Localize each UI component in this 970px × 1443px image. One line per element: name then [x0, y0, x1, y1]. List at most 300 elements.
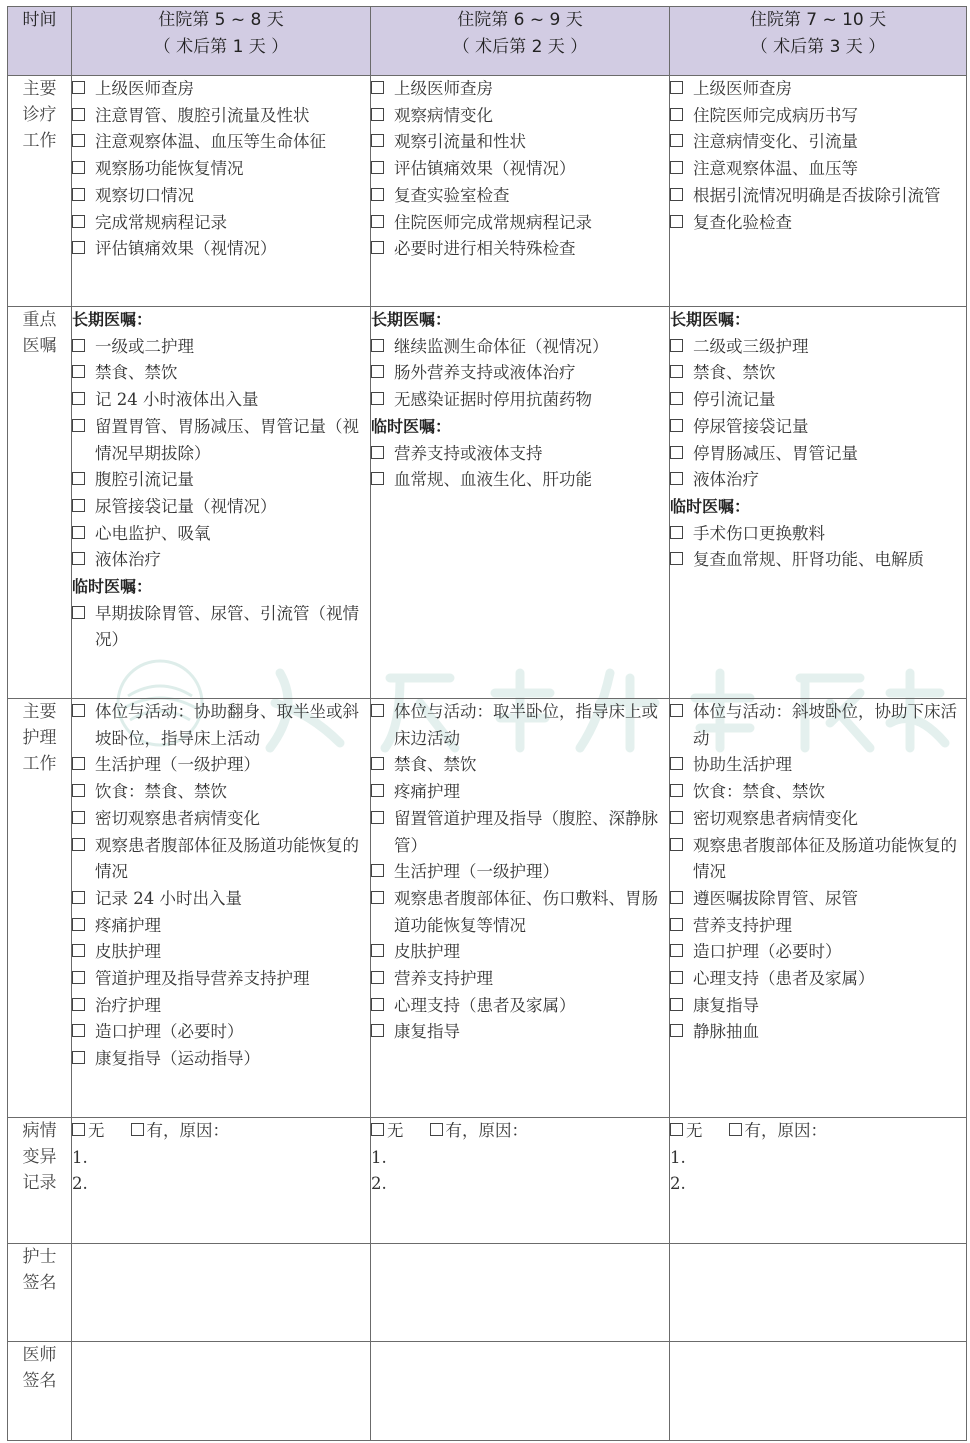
checklist-item: [670, 129, 966, 156]
checklist-item: [72, 156, 370, 183]
checklist-item-text: 体位与活动：取半卧位，指导床上或床边活动: [394, 702, 658, 748]
checklist-item: [371, 387, 669, 414]
checklist-item: [72, 129, 370, 156]
nursing-row: [8, 699, 967, 1118]
checkbox[interactable]: [670, 811, 683, 824]
variation-day2-cell: [371, 1118, 670, 1244]
checklist-item-text: 住院医师完成常规病程记录: [394, 212, 592, 232]
checkbox[interactable]: [371, 891, 384, 904]
checklist-item-text: 观察病情变化: [394, 105, 493, 125]
checklist-item-text: 密切观察患者病情变化: [693, 808, 858, 828]
checklist-item-text: 生活护理（一级护理）: [95, 755, 260, 775]
variation-line-1[interactable]: 1.: [670, 1147, 686, 1167]
checklist-item-text: 液体治疗: [693, 470, 759, 490]
checkbox[interactable]: [670, 784, 683, 797]
checkbox[interactable]: [371, 134, 384, 147]
checklist-item-text: 观察患者腹部体征、伤口敷料、胃肠道功能恢复等情况: [394, 888, 658, 935]
checklist-item: [371, 76, 669, 103]
checklist-item: [371, 993, 669, 1020]
checkbox[interactable]: [371, 365, 384, 378]
checklist-item: [670, 183, 966, 210]
checkbox[interactable]: [371, 446, 384, 459]
checklist-item-text: 康复指导: [693, 995, 759, 1015]
checklist-item: [371, 966, 669, 993]
day-header-2-line2: （ 术后第 2 天 ）: [452, 37, 588, 57]
nursing-day1-cell: [72, 699, 371, 1118]
nursing-row-label: [8, 699, 72, 1118]
checkbox[interactable]: [670, 472, 683, 485]
checklist-item-text: 静脉抽血: [693, 1022, 759, 1042]
variation-line-2[interactable]: 2.: [670, 1174, 686, 1194]
checklist-item-text: 记 24 小时液体出入量: [95, 390, 259, 410]
checklist-item-text: 康复指导: [394, 1022, 460, 1042]
day-header-2-line1: 住院第 6 ~ 9 天: [457, 10, 583, 30]
checkbox[interactable]: [72, 918, 85, 931]
doctor-signature-label: [8, 1342, 72, 1441]
checkbox[interactable]: [72, 704, 85, 717]
checkbox[interactable]: [670, 419, 683, 432]
checkbox[interactable]: [72, 339, 85, 352]
checklist-item-text: 停尿管接袋记量: [693, 416, 809, 436]
nurse-signature-label: [8, 1244, 72, 1342]
none-label: 无: [686, 1121, 703, 1140]
variation-choice: [72, 1118, 370, 1145]
checklist-item-text: 观察切口情况: [95, 185, 194, 205]
checklist-item-text: 心理支持（患者及家属）: [693, 969, 875, 989]
checklist-item-text: 造口护理（必要时）: [693, 942, 842, 962]
checklist-item: [670, 966, 966, 993]
checkbox[interactable]: [72, 971, 85, 984]
checklist-item-text: 复查实验室检查: [394, 185, 510, 205]
yes-checkbox[interactable]: [131, 1123, 144, 1136]
checklist-item: [371, 467, 669, 494]
day-header-3: [670, 7, 967, 76]
checkbox[interactable]: [72, 757, 85, 770]
checklist-item: [670, 886, 966, 913]
orders-day2-cell: [371, 307, 670, 699]
checkbox[interactable]: [670, 108, 683, 121]
yes-checkbox[interactable]: [729, 1123, 742, 1136]
checkbox[interactable]: [670, 215, 683, 228]
time-header-text: 时间: [22, 10, 57, 30]
orders-row-label: [8, 307, 72, 699]
checklist-item: [670, 699, 966, 752]
checklist-item-text: 康复指导（运动指导）: [95, 1049, 260, 1069]
checklist-item-text: 评估镇痛效果（视情况）: [95, 239, 277, 259]
label-line: 诊疗: [22, 105, 57, 125]
variation-choice: [670, 1118, 966, 1145]
checklist-item-text: 遵医嘱拔除胃管、尿管: [693, 888, 858, 908]
checklist-item: [72, 779, 370, 806]
checklist-item-text: 营养支持护理: [693, 915, 792, 935]
nurse-signature-day2[interactable]: [371, 1244, 670, 1342]
checklist-item-text: 手术伤口更换敷料: [693, 523, 825, 543]
checklist-item-text: 密切观察患者病情变化: [95, 808, 260, 828]
checklist-item: [72, 699, 370, 752]
checklist-item: [72, 494, 370, 521]
doctor-signature-day3[interactable]: [670, 1342, 967, 1441]
checkbox[interactable]: [670, 704, 683, 717]
label-line: 工作: [22, 131, 57, 151]
variation-line-2[interactable]: 2.: [72, 1174, 88, 1194]
checkbox[interactable]: [670, 526, 683, 539]
checklist-item-text: 饮食：禁食、禁饮: [693, 782, 825, 802]
checklist-item-text: 注意观察体温、血压等生命体征: [95, 132, 326, 152]
checklist-item: [670, 334, 966, 361]
checklist-item-text: 停胃肠减压、胃管记量: [693, 443, 858, 463]
yes-checkbox[interactable]: [430, 1123, 443, 1136]
day-header-1-line1: 住院第 5 ~ 8 天: [158, 10, 284, 30]
none-checkbox[interactable]: [72, 1123, 85, 1136]
diagnosis-row: [8, 76, 967, 307]
label-line: 工作: [22, 754, 57, 774]
yes-label: 有，原因：: [744, 1121, 827, 1140]
checkbox[interactable]: [670, 757, 683, 770]
checklist-item: [670, 913, 966, 940]
checkbox[interactable]: [670, 998, 683, 1011]
checklist-item: [371, 699, 669, 752]
checklist-item: [371, 360, 669, 387]
checklist-item: [72, 467, 370, 494]
checklist-item: [72, 103, 370, 130]
checklist-item: [670, 939, 966, 966]
checklist-item-text: 饮食：禁食、禁饮: [95, 782, 227, 802]
checklist-item: [670, 156, 966, 183]
checkbox[interactable]: [371, 864, 384, 877]
checkbox[interactable]: [371, 241, 384, 254]
temporary-orders-list: [72, 601, 370, 654]
temporary-orders-title: 临时医嘱：: [670, 496, 751, 516]
checklist-item-text: 肠外营养支持或液体治疗: [394, 363, 576, 383]
checklist-item: [72, 521, 370, 548]
long-term-orders-title: 长期医嘱：: [72, 310, 153, 329]
checklist-item-text: 营养支持护理: [394, 969, 493, 989]
diagnosis-day2-cell: [371, 76, 670, 307]
variation-line-1[interactable]: 1.: [72, 1147, 88, 1167]
doctor-signature-day2[interactable]: [371, 1342, 670, 1441]
checklist-item: [72, 913, 370, 940]
label-line: 医师: [22, 1345, 57, 1365]
checkbox[interactable]: [72, 526, 85, 539]
checklist-item: [670, 1019, 966, 1046]
checklist-item: [72, 752, 370, 779]
checkbox[interactable]: [371, 81, 384, 94]
checklist-item-text: 禁食、禁饮: [693, 363, 776, 383]
checkbox[interactable]: [670, 552, 683, 565]
variation-line-1[interactable]: 1.: [371, 1147, 387, 1167]
checkbox[interactable]: [72, 161, 85, 174]
variation-day3-cell: [670, 1118, 967, 1244]
checkbox[interactable]: [72, 1024, 85, 1037]
checkbox[interactable]: [670, 918, 683, 931]
checklist-item-text: 观察引流量和性状: [394, 132, 526, 152]
checkbox[interactable]: [371, 998, 384, 1011]
checklist-item-text: 注意观察体温、血压等: [693, 159, 858, 179]
checkbox[interactable]: [72, 1051, 85, 1064]
long-term-orders-title: 长期医嘱：: [670, 310, 751, 329]
checklist-item-text: 评估镇痛效果（视情况）: [394, 159, 576, 179]
checklist-item: [371, 939, 669, 966]
header-row: [8, 7, 967, 76]
checklist-item-text: 上级医师查房: [693, 79, 792, 98]
long-term-orders-title: 长期医嘱：: [371, 310, 452, 329]
checklist-item-text: 留置胃管、胃肠减压、胃管记量（视情况早期拔除）: [95, 416, 359, 463]
label-line: 签名: [22, 1273, 57, 1293]
orders-row: [8, 307, 967, 699]
checkbox[interactable]: [670, 891, 683, 904]
temporary-orders-list: [670, 521, 966, 574]
checklist-item-text: 腹腔引流记量: [95, 470, 194, 490]
checklist-item: [670, 414, 966, 441]
checklist-item-text: 禁食、禁饮: [394, 755, 477, 775]
variation-choice: [371, 1118, 669, 1145]
checkbox[interactable]: [72, 392, 85, 405]
checklist-item: [670, 752, 966, 779]
checkbox[interactable]: [670, 365, 683, 378]
checklist-item: [371, 441, 669, 468]
temporary-orders-list: [371, 441, 669, 494]
checklist-item: [670, 521, 966, 548]
checkbox[interactable]: [72, 108, 85, 121]
checklist-item: [72, 360, 370, 387]
nurse-signature-day1[interactable]: [72, 1244, 371, 1342]
checklist-item-text: 住院医师完成病历书写: [693, 105, 858, 125]
checklist-item: [371, 183, 669, 210]
checklist-item-text: 必要时进行相关特殊检查: [394, 239, 576, 259]
checkbox[interactable]: [371, 161, 384, 174]
none-checkbox[interactable]: [670, 1123, 683, 1136]
none-label: 无: [88, 1121, 105, 1140]
checklist-item: [371, 129, 669, 156]
checklist-item-text: 营养支持或液体支持: [394, 443, 543, 463]
checklist-item-text: 复查血常规、肝肾功能、电解质: [693, 550, 924, 570]
checkbox[interactable]: [72, 188, 85, 201]
checkbox[interactable]: [72, 472, 85, 485]
nursing-day2-cell: [371, 699, 670, 1118]
variation-day1-cell: [72, 1118, 371, 1244]
day-header-1-line2: （ 术后第 1 天 ）: [153, 37, 289, 57]
checklist-item-text: 根据引流情况明确是否拔除引流管: [693, 185, 941, 205]
checklist-item-text: 疼痛护理: [394, 782, 460, 802]
checklist-item-text: 血常规、血液生化、肝功能: [394, 470, 592, 490]
checklist-item-text: 完成常规病程记录: [95, 212, 227, 232]
checkbox[interactable]: [670, 838, 683, 851]
checkbox[interactable]: [72, 215, 85, 228]
checklist-item: [371, 103, 669, 130]
checkbox[interactable]: [670, 81, 683, 94]
orders-day1-cell: [72, 307, 371, 699]
checklist-item: [72, 833, 370, 886]
nurse-signature-row: [8, 1244, 967, 1342]
yes-label: 有，原因：: [146, 1121, 229, 1140]
checkbox[interactable]: [72, 419, 85, 432]
checkbox[interactable]: [72, 891, 85, 904]
label-line: 重点: [22, 310, 57, 330]
label-line: 签名: [22, 1371, 57, 1391]
checklist-item-text: 治疗护理: [95, 995, 161, 1015]
checkbox[interactable]: [371, 392, 384, 405]
nurse-signature-day3[interactable]: [670, 1244, 967, 1342]
checklist-item: [72, 76, 370, 103]
checklist-item-text: 早期拔除胃管、尿管、引流管（视情况）: [95, 603, 359, 650]
label-line: 病情: [22, 1121, 57, 1141]
checklist-item: [670, 441, 966, 468]
checklist-item: [72, 414, 370, 467]
checklist-item-text: 上级医师查房: [95, 79, 194, 98]
checklist-item: [72, 547, 370, 574]
checklist-item: [670, 833, 966, 886]
checklist-item: [371, 779, 669, 806]
checkbox[interactable]: [371, 472, 384, 485]
checkbox[interactable]: [371, 757, 384, 770]
checklist-item: [72, 966, 370, 993]
checklist-item: [670, 360, 966, 387]
checkbox[interactable]: [371, 188, 384, 201]
checkbox[interactable]: [670, 339, 683, 352]
label-line: 记录: [22, 1173, 57, 1193]
checkbox[interactable]: [670, 971, 683, 984]
checklist-item: [670, 210, 966, 237]
checklist-item: [72, 601, 370, 654]
checklist-item: [670, 806, 966, 833]
doctor-signature-row: [8, 1342, 967, 1441]
checklist-item-text: 停引流记量: [693, 390, 776, 410]
checklist-item-text: 皮肤护理: [95, 942, 161, 962]
variation-row: [8, 1118, 967, 1244]
checklist-item: [72, 387, 370, 414]
day-header-1: [72, 7, 371, 76]
checklist-item-text: 一级或二护理: [95, 336, 194, 356]
checkbox[interactable]: [72, 552, 85, 565]
checkbox[interactable]: [670, 446, 683, 459]
checklist-item-text: 记录 24 小时出入量: [95, 888, 242, 908]
diagnosis-day3-cell: [670, 76, 967, 307]
none-checkbox[interactable]: [371, 1123, 384, 1136]
checkbox[interactable]: [72, 838, 85, 851]
checklist-item-text: 心电监护、吸氧: [95, 523, 211, 543]
checklist-item: [670, 779, 966, 806]
checkbox[interactable]: [371, 339, 384, 352]
checkbox[interactable]: [670, 944, 683, 957]
label-line: 护理: [22, 728, 57, 748]
checklist-item: [670, 103, 966, 130]
diagnosis-day1-cell: [72, 76, 371, 307]
checkbox[interactable]: [72, 944, 85, 957]
checklist-item-text: 液体治疗: [95, 550, 161, 570]
checkbox[interactable]: [371, 971, 384, 984]
variation-row-label: [8, 1118, 72, 1244]
day-header-3-line2: （ 术后第 3 天 ）: [750, 37, 886, 57]
label-line: 护士: [22, 1247, 57, 1267]
checkbox[interactable]: [72, 784, 85, 797]
checkbox[interactable]: [670, 134, 683, 147]
checklist-item: [371, 752, 669, 779]
checklist-item-text: 留置管道护理及指导（腹腔、深静脉管）: [394, 808, 658, 855]
checklist-item-text: 上级医师查房: [394, 79, 493, 98]
checklist-item: [72, 993, 370, 1020]
checklist-item: [72, 886, 370, 913]
checklist-item-text: 注意病情变化、引流量: [693, 132, 858, 152]
checklist-item-text: 无感染证据时停用抗菌药物: [394, 390, 592, 410]
checklist-item: [371, 859, 669, 886]
checklist-item: [670, 467, 966, 494]
checklist-item-text: 体位与活动：协助翻身、取半坐或斜坡卧位，指导床上活动: [95, 702, 359, 748]
checklist-item: [72, 1046, 370, 1073]
checklist-item: [670, 547, 966, 574]
checklist-item: [72, 334, 370, 361]
checkbox[interactable]: [371, 784, 384, 797]
checklist-item: [371, 156, 669, 183]
checkbox[interactable]: [72, 81, 85, 94]
checkbox[interactable]: [72, 134, 85, 147]
checklist-item: [670, 76, 966, 103]
checklist-item-text: 二级或三级护理: [693, 336, 809, 356]
checklist-item-text: 尿管接袋记量（视情况）: [95, 496, 277, 516]
checklist-item: [72, 806, 370, 833]
nursing-day3-cell: [670, 699, 967, 1118]
label-line: 主要: [22, 702, 57, 722]
checkbox[interactable]: [371, 944, 384, 957]
checklist-item: [371, 1019, 669, 1046]
yes-label: 有，原因：: [445, 1121, 528, 1140]
checklist-item: [670, 387, 966, 414]
checkbox[interactable]: [670, 392, 683, 405]
checklist-item-text: 疼痛护理: [95, 915, 161, 935]
checklist-item: [670, 993, 966, 1020]
checklist-item: [72, 939, 370, 966]
none-label: 无: [387, 1121, 404, 1140]
doctor-signature-day1[interactable]: [72, 1342, 371, 1441]
checklist-item-text: 生活护理（一级护理）: [394, 862, 559, 882]
checkbox[interactable]: [670, 1024, 683, 1037]
checkbox[interactable]: [72, 499, 85, 512]
variation-line-2[interactable]: 2.: [371, 1174, 387, 1194]
checklist-item-text: 皮肤护理: [394, 942, 460, 962]
diagnosis-row-label: [8, 76, 72, 307]
orders-day3-cell: [670, 307, 967, 699]
checkbox[interactable]: [72, 365, 85, 378]
checklist-item: [371, 334, 669, 361]
long-term-orders-list: [72, 334, 370, 574]
checkbox[interactable]: [371, 108, 384, 121]
label-line: 主要: [22, 79, 57, 99]
checklist-item: [72, 210, 370, 237]
checklist-item-text: 协助生活护理: [693, 755, 792, 775]
checkbox[interactable]: [670, 188, 683, 201]
label-line: 医嘱: [22, 336, 57, 356]
clinical-pathway-table: [7, 6, 967, 1441]
checklist-item: [371, 210, 669, 237]
long-term-orders-list: [670, 334, 966, 494]
checkbox[interactable]: [670, 161, 683, 174]
checkbox[interactable]: [371, 811, 384, 824]
checklist-item-text: 注意胃管、腹腔引流量及性状: [95, 105, 310, 125]
checkbox[interactable]: [371, 704, 384, 717]
checklist-item-text: 观察患者腹部体征及肠道功能恢复的情况: [693, 835, 957, 882]
checkbox[interactable]: [72, 998, 85, 1011]
checkbox[interactable]: [72, 811, 85, 824]
checklist-item-text: 心理支持（患者及家属）: [394, 995, 576, 1015]
checkbox[interactable]: [72, 241, 85, 254]
time-header: [8, 7, 72, 76]
long-term-orders-list: [371, 334, 669, 414]
checkbox[interactable]: [371, 215, 384, 228]
checklist-item-text: 继续监测生命体征（视情况）: [394, 336, 609, 356]
checkbox[interactable]: [72, 606, 85, 619]
checklist-item: [371, 236, 669, 263]
checklist-item: [72, 1019, 370, 1046]
checkbox[interactable]: [371, 1024, 384, 1037]
